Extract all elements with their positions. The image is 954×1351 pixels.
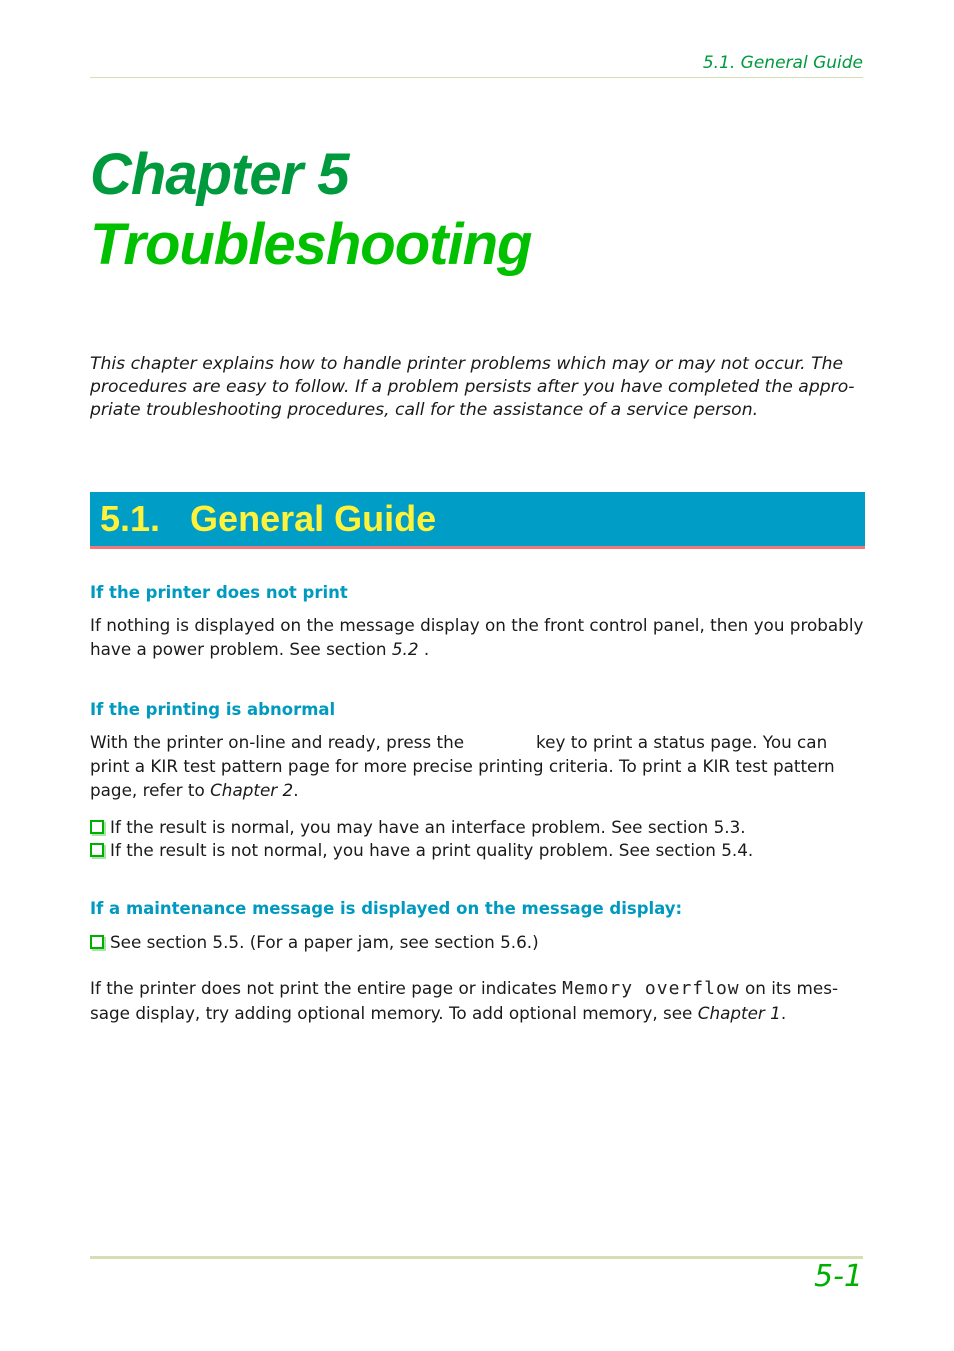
subheading-printing-abnormal: If the printing is abnormal [90,700,336,719]
checkbox-bullet-icon [90,820,104,834]
list-item: See section 5.5. (For a paper jam, see section 5.6.) [90,931,865,954]
subheading-maintenance-message: If a maintenance message is displayed on the message display: [90,899,683,918]
running-header: 5.1. General Guide [702,53,863,73]
chapter-number: Chapter 5 [90,142,349,207]
paragraph-power-problem: If nothing is displayed on the message display on the front control panel, then you probably have a power problem. See section 5.2 . [90,615,864,659]
section-reference-link[interactable]: 5.2 [391,639,419,659]
subheading-does-not-print: If the printer does not print [90,583,348,602]
paragraph-memory-overflow: If the printer does not print the entire page or indicates Memory overflow on its mes-sage display, try adding optional memory. To add optional memory, see Chapter 1. [90,978,839,1023]
checkbox-bullet-icon [90,935,104,949]
checkbox-bullet-icon [90,843,104,857]
header-rule [90,77,863,78]
section-title: 5.1. General Guide [100,498,437,539]
list-item: If the result is not normal, you have a print quality problem. See section 5.4. [90,839,865,862]
list-item: If the result is normal, you may have an interface problem. See section 5.3. [90,816,865,839]
paragraph-status-page: With the printer on-line and ready, press the key to print a status page. You can print a KIR test pattern page for more precise printing criteria. To print a KIR test pattern page, refer to Chapter 2. [90,732,835,800]
chapter-reference-link[interactable]: Chapter 1 [697,1003,781,1023]
chapter-reference-link[interactable]: Chapter 2 [210,780,294,800]
footer-rule [90,1256,863,1259]
paragraph-text: If nothing is displayed on the message display on the front control panel, then you probably have a power problem. See section [90,615,864,659]
section-banner [90,492,865,549]
lcd-message: Memory overflow [562,978,740,999]
chapter-title [90,140,531,280]
page-number: 5-1 [814,1259,863,1294]
chapter-name: Troubleshooting [90,212,532,277]
chapter-intro: This chapter explains how to handle printer problems which may or may not occur. The procedures are easy to follow. If a problem persists after you have completed the appro-priate troubleshooting procedures, call for the assistance of a service person. [90,354,855,420]
